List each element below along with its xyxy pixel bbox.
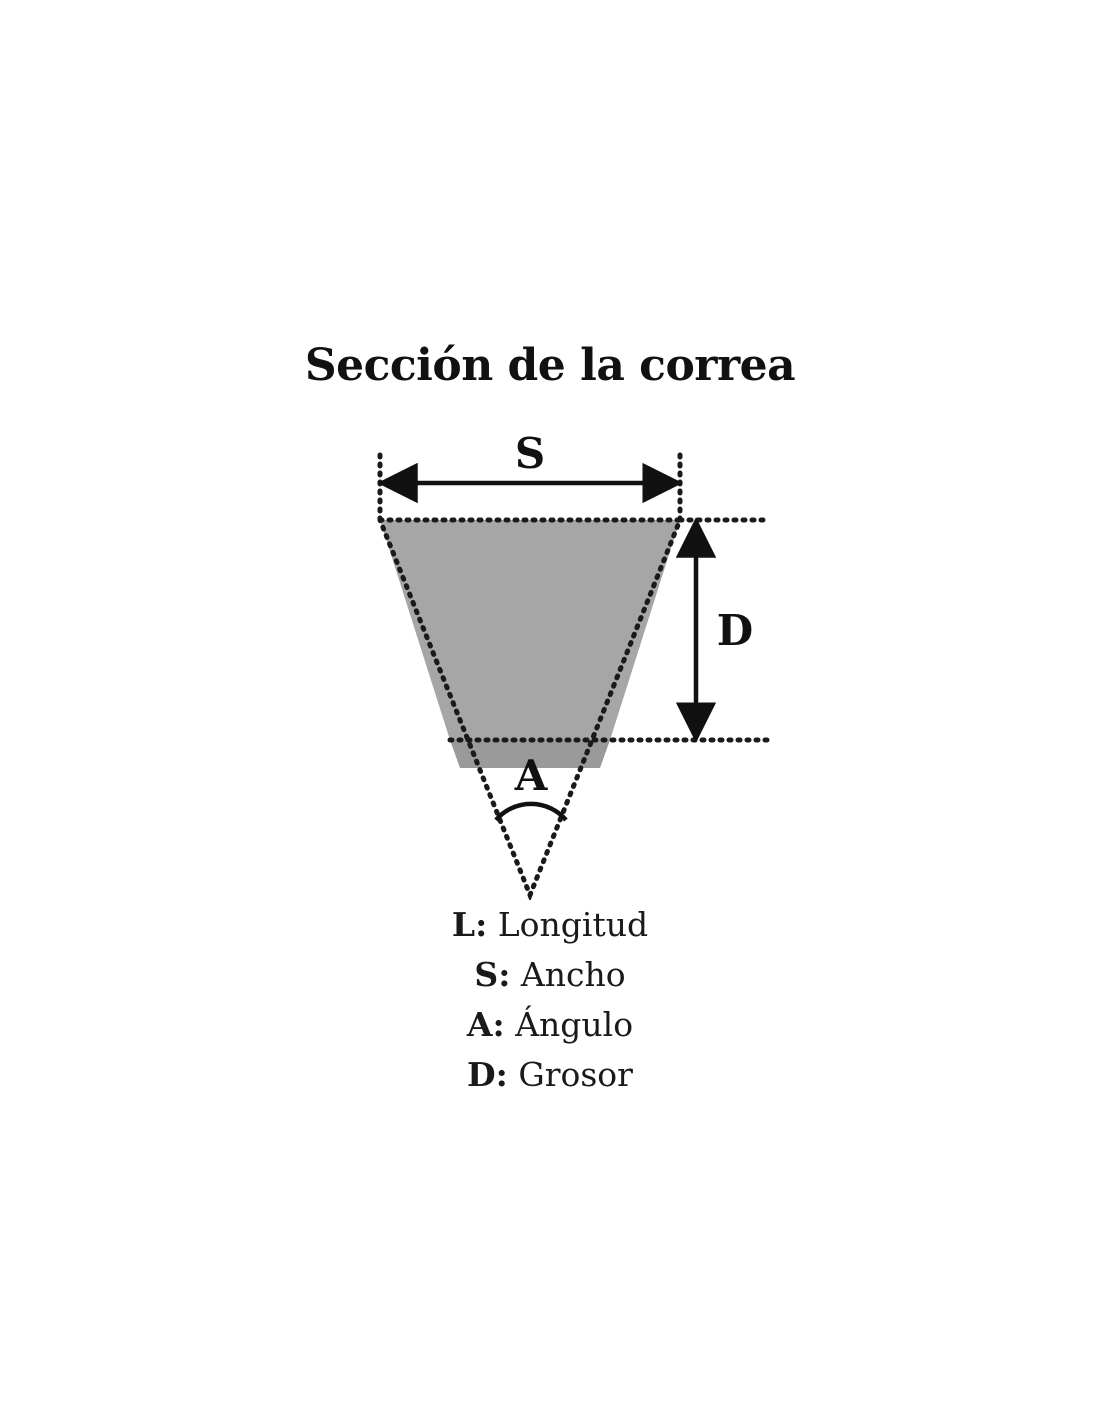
angle-label: A bbox=[514, 751, 548, 800]
angle-arc bbox=[496, 804, 566, 820]
legend-key-l: L bbox=[451, 905, 476, 944]
legend-key-d: D bbox=[467, 1055, 496, 1094]
belt-cross-section-svg bbox=[300, 420, 820, 900]
legend-value-a: Ángulo bbox=[515, 1005, 634, 1044]
legend-item-l bbox=[0, 900, 1100, 950]
width-label: S bbox=[514, 429, 546, 478]
legend-item-d bbox=[0, 1050, 1100, 1100]
legend-value-d: Grosor bbox=[518, 1055, 633, 1094]
legend-key-s: S bbox=[474, 955, 499, 994]
diagram-figure bbox=[300, 420, 820, 900]
legend-value-s: Ancho bbox=[520, 955, 626, 994]
legend-key-a: A bbox=[466, 1005, 493, 1044]
legend-separator-d: : bbox=[495, 1055, 508, 1094]
page-title: Sección de la correa bbox=[304, 340, 796, 391]
legend-item-a bbox=[0, 1000, 1100, 1050]
legend bbox=[0, 900, 1100, 1100]
legend-separator-s: : bbox=[498, 955, 511, 994]
legend-separator-l: : bbox=[475, 905, 488, 944]
legend-value-l: Longitud bbox=[497, 905, 649, 944]
legend-item-s bbox=[0, 950, 1100, 1000]
thickness-label: D bbox=[716, 606, 754, 655]
legend-separator-a: : bbox=[492, 1005, 505, 1044]
